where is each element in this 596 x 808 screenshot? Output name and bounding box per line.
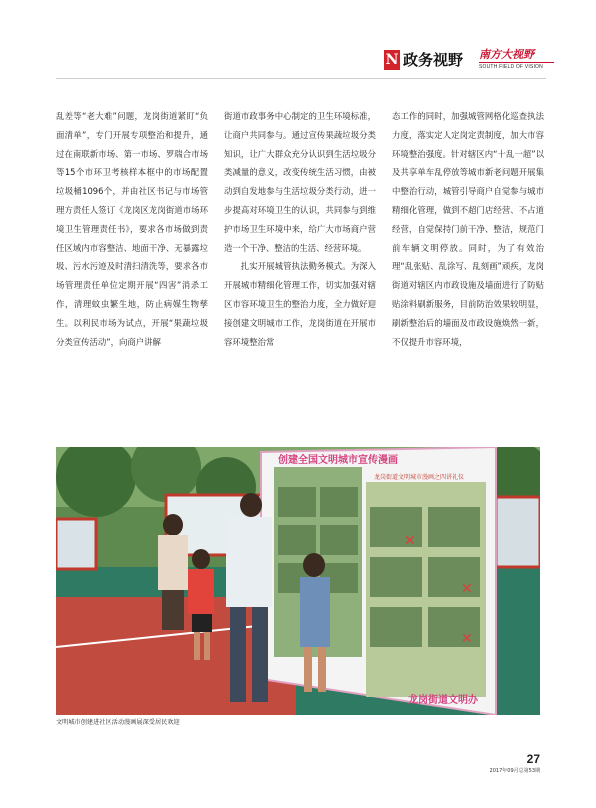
text-column-2	[224, 107, 376, 351]
paragraph: 街道市政事务中心制定的卫生环境标准，让商户共同参与。通过宣传果蔬垃圾分类知识，让广大群众充分认识到生活垃圾分类减量的意义，改变传统生活习惯，由被动到自发地参与生活垃圾分类行动，进一步提高对环境卫生的认识，共同参与到维护市场卫生环境中来，给广大市场商户营造一个干净、整洁的生活、经营环境。	[224, 111, 376, 253]
event-photo	[56, 447, 540, 715]
header-divider	[56, 78, 546, 79]
issue-info: 2017年09月总第53期	[489, 768, 540, 774]
text-column-1	[56, 107, 208, 351]
svg-text:✕: ✕	[461, 631, 473, 647]
paragraph: 态工作的同时，加强城管网格化巡查执法力度，落实定人定岗定责制度，加大市容环境整治强度。针对辖区内“十乱一超”以及共享单车乱停放等城市新老问题开展集中整治行动，城管引导商户自觉参与城市精细化管理，做到不超门店经营、不占道经营，自觉保持门前干净、整洁，规范门前车辆文明停放。同时，为了有效治理“乱张贴、乱涂写、乱刻画”顽疾，龙岗街道对辖区内市政设施及墙面进行了防贴贴涂料刷新服务，目前防治效果较明显，刷新整治后的墙面及市政设施焕然一新，不仅提升市容环境，	[392, 111, 544, 347]
board-panel-title: 龙岗街道文明城市漫画之四讲礼仪	[374, 474, 465, 481]
masthead	[384, 48, 554, 76]
board-footer: 龙岗街道文明办	[408, 695, 478, 706]
section-title: 政务视野	[403, 51, 464, 69]
brand-block	[479, 48, 554, 71]
paragraph: 乱差等“老大难”问题，龙岗街道紧盯“负面清单”，专门开展专项整治和提升，通过在南联新市场、第一市场、罗瑞合市场等15个市环卫考核样本框中的市场配置垃圾桶1096个，并由社区书记与市场管理方责任人签订《龙岗区龙岗街道市场环境卫生管理责任书》，要求各市场做到责任区域内市容整洁、地面干净、无暴露垃圾、污水污迹及时清扫清洗等，要求各市场管理责任单位定期开展“四害”消杀工作，清理蚊虫繁生地，防止病媒生物孳生。以利民市场为试点，开展“果蔬垃圾分类宣传活动”，向商户讲解	[56, 111, 208, 347]
magazine-logo-icon: N	[385, 52, 399, 68]
board-title: 创建全国文明城市宣传漫画	[278, 455, 398, 466]
photo-illustration	[56, 447, 540, 715]
svg-text:✕: ✕	[461, 581, 473, 597]
text-column-3	[392, 107, 544, 351]
paragraph: 扎实开展城管执法勤务模式。为深入开展城市精细化管理工作，切实加强对辖区市容环境卫生的整治力度，全力做好迎接创建文明城市工作，龙岗街道在开展市容环境整治常	[224, 261, 376, 347]
svg-text:✕: ✕	[404, 533, 416, 549]
brand-name: 南方大视野	[479, 48, 554, 63]
brand-subtitle: SOUTH FIELD OF VISION	[479, 64, 543, 70]
photo-caption: 文明城市创建进社区活动漫画展深受居民欢迎	[56, 719, 180, 726]
page-number: 27	[526, 752, 540, 766]
